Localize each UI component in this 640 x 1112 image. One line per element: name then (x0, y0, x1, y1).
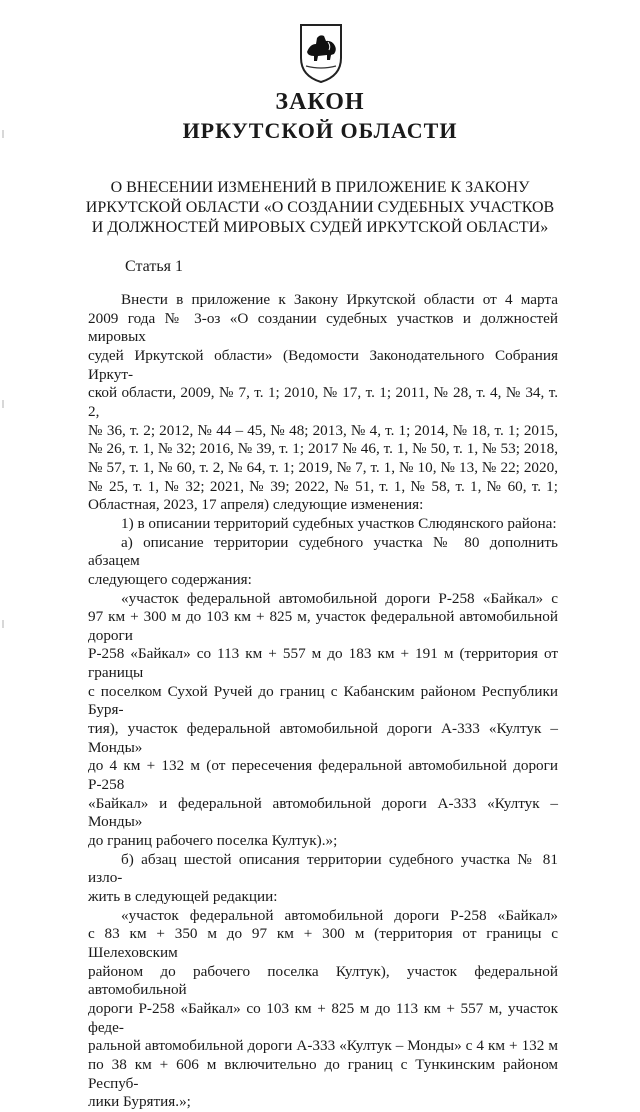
text-line: следующего содержания: (88, 570, 252, 588)
text-line: Р-258 «Байкал» со 113 км + 557 м до 183 км + 191 м (территория от границы (88, 645, 558, 682)
text-line: 2009 года № 3-оз «О создании судебных участков и должностей мировых (88, 309, 558, 346)
text-line: № 36, т. 2; 2012, № 44 – 45, № 48; 2013, № 4, т. 1; 2014, № 18, т. 1; 2015, (88, 421, 558, 439)
text-line: ральной автомобильной дороги А-333 «Култук – Монды» с 4 км + 132 м (88, 1037, 558, 1055)
text-line: с поселком Сухой Ручей до границ с Кабанским районом Республики Буря- (88, 682, 558, 719)
scan-edge-mark (2, 620, 4, 628)
subtitle-line: И ДОЛЖНОСТЕЙ МИРОВЫХ СУДЕЙ ИРКУТСКОЙ ОБЛАСТИ» (91, 219, 549, 236)
document-subtitle (0, 178, 640, 238)
text-line: «участок федеральной автомобильной дороги Р-258 «Байкал» (121, 906, 558, 924)
coat-of-arms-emblem (298, 22, 344, 84)
text-line: по 38 км + 606 м включительно до границ с Тункинским районом Респуб- (88, 1055, 558, 1092)
document-title-law: ЗАКОН (275, 89, 365, 115)
text-line: «Байкал» и федеральной автомобильной дороги А-333 «Култук – Монды» (88, 794, 558, 831)
text-line: жить в следующей редакции: (88, 888, 278, 905)
text-line: тия), участок федеральной автомобильной дороги А-333 «Култук – Монды» (88, 720, 558, 756)
law-body (88, 291, 558, 1112)
text-line: № 57, т. 1, № 60, т. 2, № 64, т. 1; 2019, № 7, т. 1, № 10, № 13, № 22; 2020, (88, 458, 558, 476)
text-line: судей Иркутской области» (Ведомости Законодательного Собрания Иркут- (88, 346, 558, 383)
scan-edge-mark (2, 400, 4, 408)
text-line: б) абзац шестой описания территории судебного участка № 81 изло- (88, 850, 558, 887)
text-line: районом до рабочего поселка Култук), участок федеральной автомобильной (88, 962, 558, 999)
document-title-region: ИРКУТСКОЙ ОБЛАСТИ (182, 118, 458, 143)
text-line: «участок федеральной автомобильной дороги Р-258 «Байкал» с (121, 589, 558, 607)
text-line: Внести в приложение к Закону Иркутской области от 4 марта (121, 291, 558, 308)
subtitle-line: ИРКУТСКОЙ ОБЛАСТИ «О СОЗДАНИИ СУДЕБНЫХ УЧАСТКОВ (85, 199, 555, 216)
text-line: 97 км + 300 м до 103 км + 825 м, участок федеральной автомобильной дороги (88, 608, 558, 644)
text-line: а) описание территории судебного участка № 80 дополнить абзацем (88, 533, 558, 570)
text-line: до границ рабочего поселка Култук).»; (88, 832, 338, 850)
text-line: 1) в описании территорий судебных участков Слюдянского района: (121, 514, 557, 532)
text-line: дороги Р-258 «Байкал» со 103 км + 825 м до 113 км + 557 м, участок феде- (88, 999, 558, 1036)
text-line: до 4 км + 132 м (от пересечения федеральной автомобильной дороги Р-258 (88, 757, 558, 794)
article-heading: Статья 1 (125, 258, 183, 275)
subtitle-line: О ВНЕСЕНИИ ИЗМЕНЕНИЙ В ПРИЛОЖЕНИЕ К ЗАКОНУ (110, 179, 530, 196)
text-line: № 25, т. 1, № 32; 2021, № 39; 2022, № 51, т. 1, № 58, т. 1, № 60, т. 1; Областная, 2023, 17 апреля) следующие изменения: (88, 477, 558, 514)
text-line: ской области, 2009, № 7, т. 1; 2010, № 17, т. 1; 2011, № 28, т. 4, № 34, т. 2, (88, 384, 558, 420)
text-line: № 26, т. 1, № 32; 2016, № 39, т. 1; 2017 № 46, т. 1, № 50, т. 1, № 53; 2018, (88, 440, 558, 458)
text-line: лики Бурятия.»; (88, 1093, 191, 1111)
text-line: с 83 км + 350 м до 97 км + 300 м (территория от границы с Шелеховским (88, 925, 558, 961)
